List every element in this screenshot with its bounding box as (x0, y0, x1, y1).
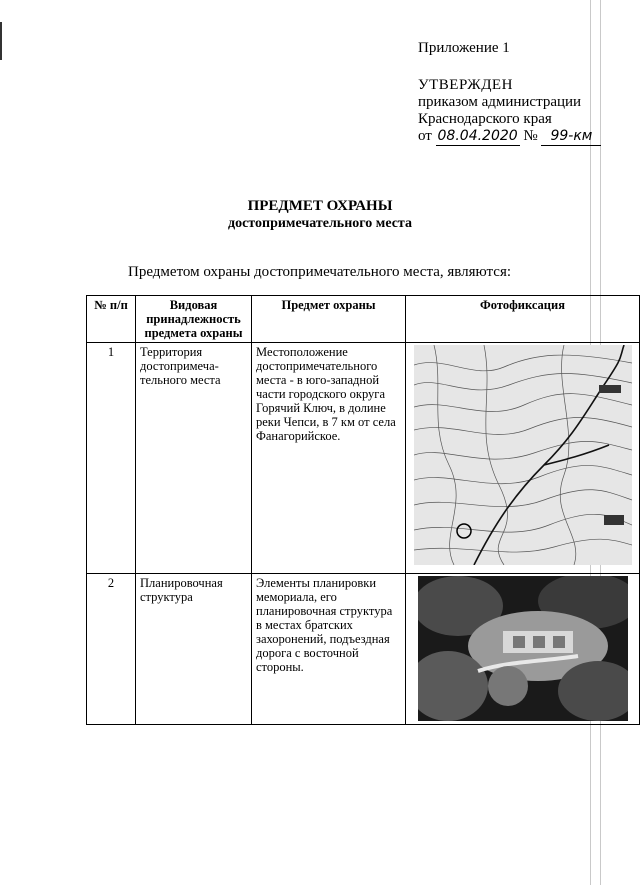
header-type: Видовая принадлежность предмета охраны (136, 296, 252, 343)
row-type: Планировочная структура (136, 574, 252, 725)
memorial-aerial-photo (418, 576, 628, 721)
number-label: № (523, 128, 538, 144)
row-subject: Местоположение достопримечательного места - в юго-западной части городского округа Горячий Ключ, в долине реки Чепси, в 7 км от села Фанагорийское. (252, 343, 406, 574)
row-subject: Элементы планировки мемориала, его планировочная структура в местах братских захоронений, подъездная дорога с восточной стороны. (252, 574, 406, 725)
approval-heading: УТВЕРЖДЕН (418, 77, 513, 93)
header-subject: Предмет охраны (252, 296, 406, 343)
intro-text: Предметом охраны достопримечательного места, являются: (128, 264, 512, 280)
table-row (87, 343, 640, 574)
topographic-map-image (414, 345, 632, 565)
document-title: ПРЕДМЕТ ОХРАНЫ (247, 198, 393, 214)
table-header-row (87, 296, 640, 343)
row-number: 1 (87, 343, 136, 574)
header-number: № п/п (87, 296, 136, 343)
scan-edge-mark (0, 22, 2, 60)
row-type: Территория достопримеча-тельного места (136, 343, 252, 574)
from-label: от (418, 128, 432, 144)
approval-date-line (418, 128, 601, 146)
header-photo: Фотофиксация (406, 296, 640, 343)
approval-line: Краснодарского края (418, 111, 552, 127)
approval-date: 08.04.2020 (437, 128, 518, 144)
protection-table (86, 295, 640, 725)
table-row (87, 574, 640, 725)
row-number: 2 (87, 574, 136, 725)
document-subtitle: достопримечательного места (228, 216, 412, 231)
approval-number: 99-км (541, 128, 601, 146)
row-photo-cell (406, 574, 640, 725)
annex-label: Приложение 1 (418, 40, 510, 56)
approval-line: приказом администрации (418, 94, 582, 110)
approval-block (418, 77, 601, 146)
row-photo-cell (406, 343, 640, 574)
